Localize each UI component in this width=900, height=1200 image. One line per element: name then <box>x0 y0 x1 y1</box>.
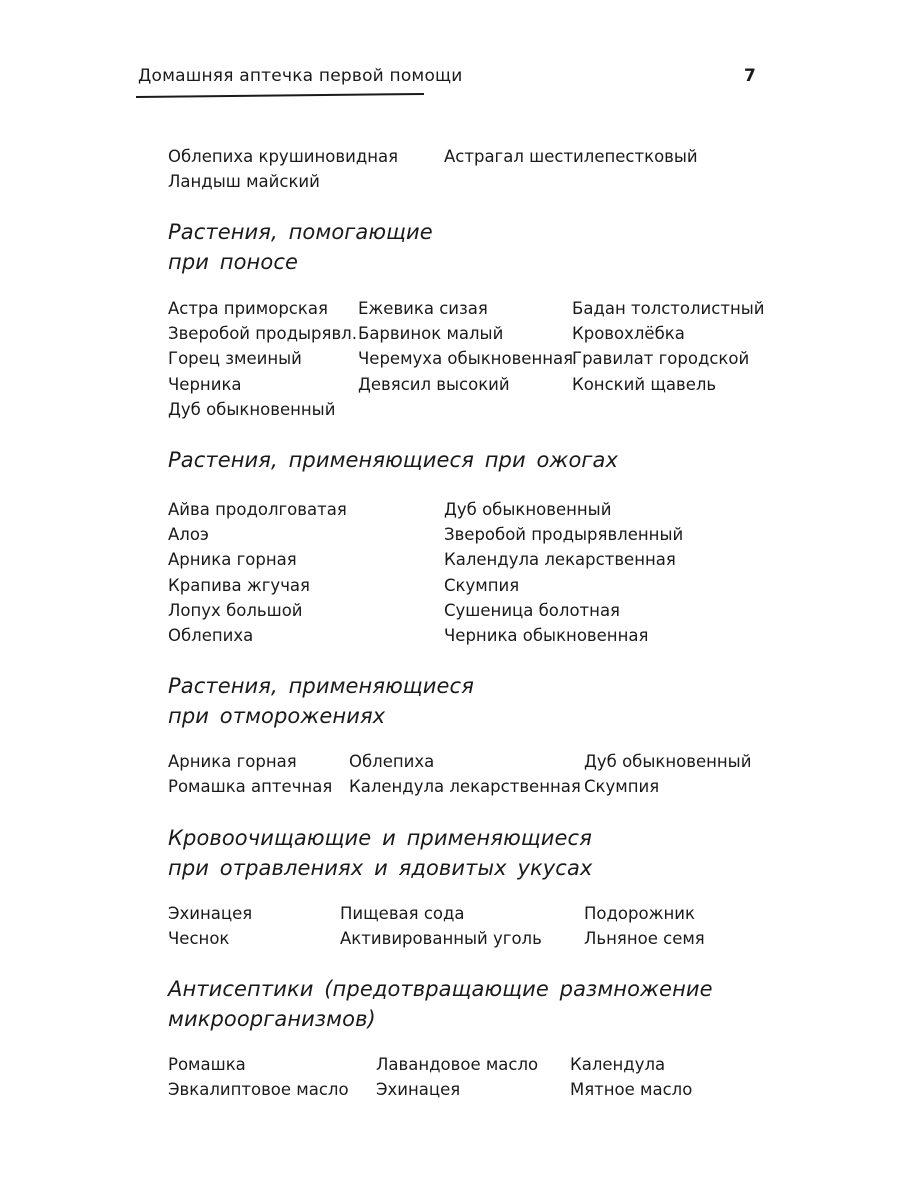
plant-item: Подорожник <box>584 904 695 923</box>
plant-item: Гравилат городской <box>572 349 750 369</box>
plant-item: Дуб обыкновенный <box>584 752 752 771</box>
plant-item: Сушеница болотная <box>444 600 620 620</box>
plant-item: Дуб обыкновенный <box>444 500 612 519</box>
plant-column-2 <box>444 497 683 648</box>
plant-item: Пищевая сода <box>340 904 465 923</box>
plant-item: Девясил высокий <box>358 374 510 394</box>
plant-item: Лавандовое масло <box>376 1055 539 1074</box>
plant-column-3 <box>572 296 765 397</box>
plant-item: Календула <box>570 1055 666 1074</box>
plant-item: Льняное семя <box>584 929 705 949</box>
plant-item: Мятное масло <box>570 1080 693 1100</box>
plant-item: Облепиха <box>349 752 435 771</box>
plant-item: Чеснок <box>168 929 230 949</box>
plant-column-1 <box>168 144 398 194</box>
plant-item: Крапива жгучая <box>168 575 310 595</box>
plant-column-1 <box>168 901 252 951</box>
plant-item: Бадан толстолистный <box>572 299 765 318</box>
plant-item: Ромашка аптечная <box>168 777 333 797</box>
plant-item: Астра приморская <box>168 299 328 318</box>
plant-item: Календула лекарственная <box>444 550 676 570</box>
plant-item: Кровохлёбка <box>572 324 685 344</box>
running-title: Домашняя аптечка первой помощи <box>138 66 463 86</box>
plant-item: Скумпия <box>444 575 520 595</box>
plant-column-3 <box>584 901 705 951</box>
plant-item: Дуб обыкновенный <box>168 399 336 419</box>
section-heading: Кровоочищающие и применяющиеся при отравлениях и ядовитых укусах <box>168 826 593 880</box>
plant-item: Эхинацея <box>376 1080 461 1100</box>
plant-item: Эвкалиптовое масло <box>168 1080 349 1100</box>
plant-column-3 <box>584 749 751 799</box>
plant-column-1 <box>168 296 357 422</box>
plant-column-2 <box>349 749 581 799</box>
plant-item: Облепиха <box>168 626 254 646</box>
plant-item: Черемуха обыкновенная <box>358 349 574 369</box>
plant-item: Алоэ <box>168 525 209 545</box>
plant-item: Зверобой продырявленный <box>444 525 684 545</box>
plant-column-2 <box>340 901 542 951</box>
header-underline <box>136 93 424 98</box>
plant-item: Лопух большой <box>168 600 303 620</box>
plant-item: Зверобой продырявл. <box>168 324 357 344</box>
plant-item: Ежевика сизая <box>358 299 488 318</box>
plant-item: Ромашка <box>168 1055 246 1074</box>
plant-item: Эхинацея <box>168 904 253 923</box>
plant-item: Скумпия <box>584 777 660 797</box>
plant-column-2 <box>444 144 698 169</box>
plant-item: Облепиха крушиновидная <box>168 147 399 166</box>
plant-column-1 <box>168 749 332 799</box>
plant-column-3 <box>570 1052 692 1102</box>
section-heading: Растения, применяющиеся при ожогах <box>168 448 619 472</box>
plant-column-1 <box>168 1052 349 1102</box>
plant-item: Горец змеиный <box>168 349 302 369</box>
plant-column-2 <box>376 1052 538 1102</box>
section-heading: Антисептики (предотвращающие размножение микроорганизмов) <box>168 977 713 1031</box>
plant-column-2 <box>358 296 573 397</box>
plant-item: Айва продолговатая <box>168 500 347 519</box>
plant-item: Черника <box>168 374 242 394</box>
section-heading: Растения, применяющиеся при отморожениях <box>168 674 474 728</box>
section-heading: Растения, помогающие при поносе <box>168 220 433 274</box>
plant-column-1 <box>168 497 347 648</box>
plant-item: Конский щавель <box>572 374 717 394</box>
plant-item: Черника обыкновенная <box>444 626 649 646</box>
plant-item: Арника горная <box>168 752 297 771</box>
plant-item: Арника горная <box>168 550 297 570</box>
page-number: 7 <box>744 66 756 86</box>
plant-item: Ландыш майский <box>168 172 320 192</box>
plant-item: Астрагал шестилепестковый <box>444 147 698 166</box>
plant-item: Календула лекарственная <box>349 777 581 797</box>
plant-item: Активированный уголь <box>340 929 542 949</box>
plant-item: Барвинок малый <box>358 324 504 344</box>
